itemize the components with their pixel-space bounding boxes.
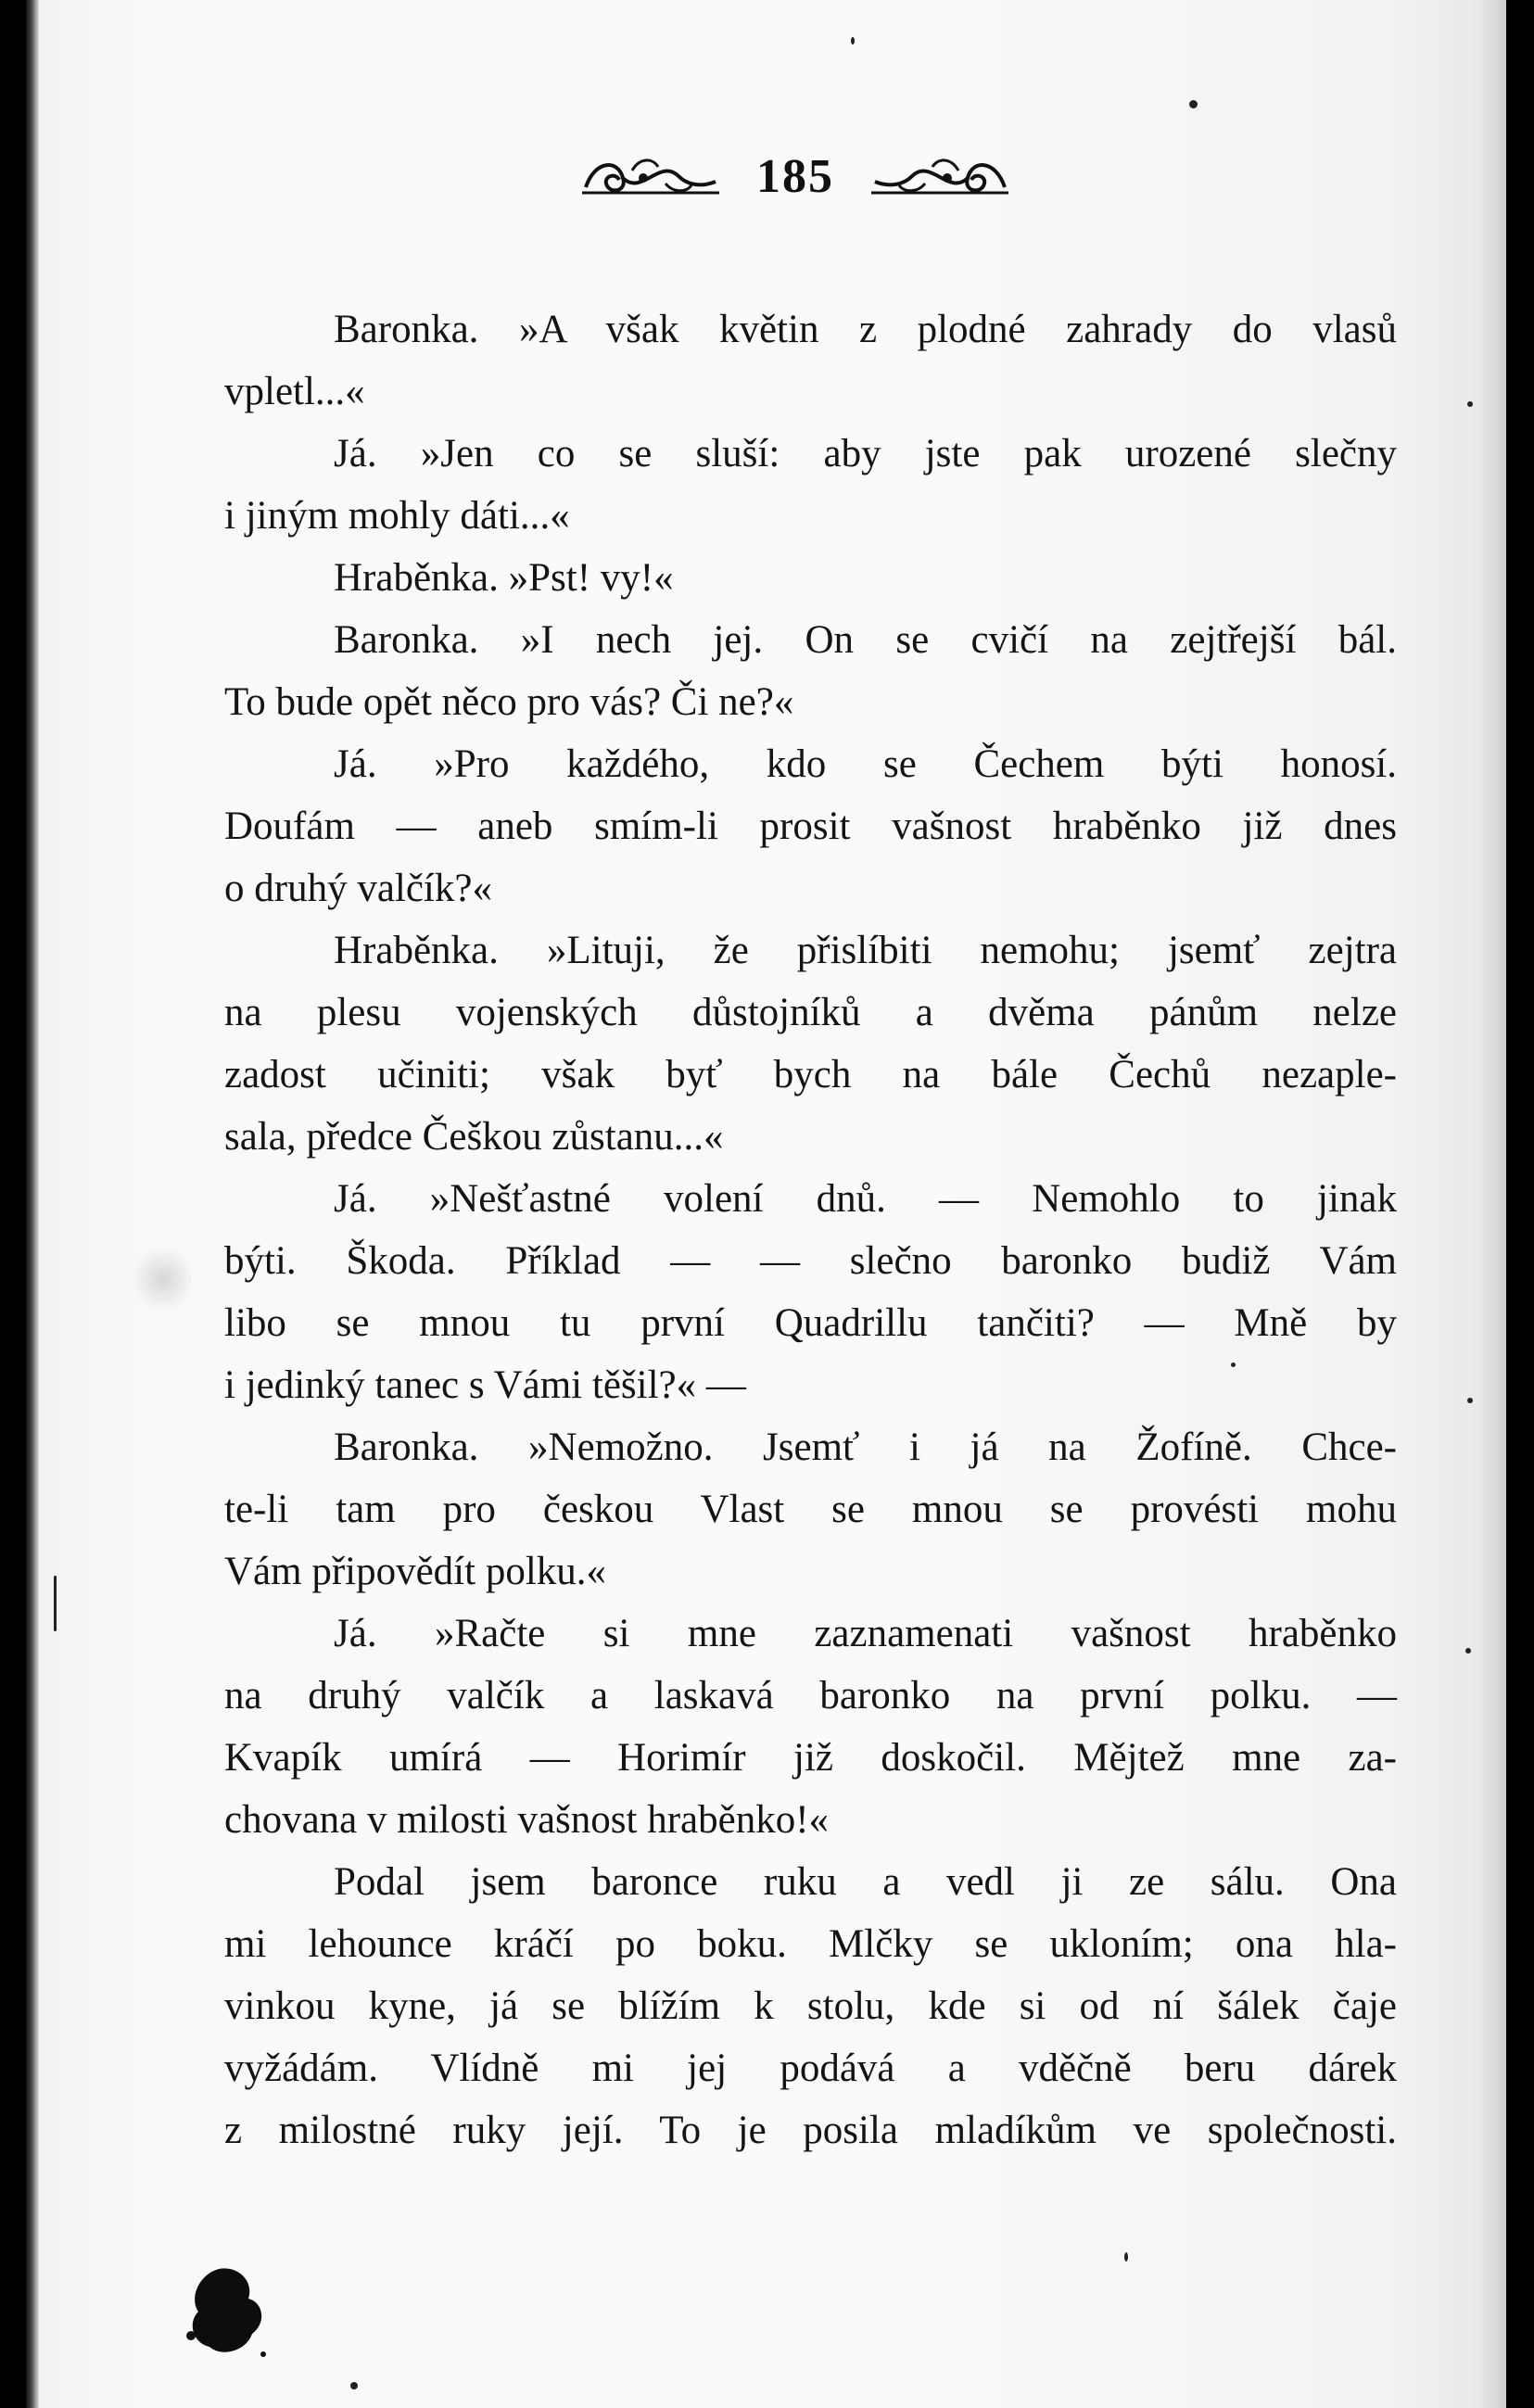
text-line: Hraběnka. »Pst! vy!« — [334, 556, 674, 600]
paper-speck — [350, 2382, 358, 2389]
paper-speck — [1231, 1362, 1236, 1367]
paper-speck — [1189, 100, 1198, 108]
text-line: libo se mnou tu první Quadrillu tančiti? — Mně by — [224, 1301, 1397, 1345]
text-line: Baronka. »I nech jej. On se cvičí na zejtřejší bál. — [334, 618, 1397, 662]
text-line: Doufám — aneb smím-li prosit vašnost hraběnko již dnes — [224, 805, 1397, 848]
text-line: chovana v milosti vašnost hraběnko!« — [224, 1798, 830, 1842]
text-line: mi lehounce kráčí po boku. Mlčky se ukloním; ona hla- — [224, 1922, 1397, 1966]
paper-speck — [1467, 401, 1473, 407]
text-line: vinkou kyne, já se blížím k stolu, kde si od ní šálek čaje — [224, 1984, 1397, 2028]
text-line: Hraběnka. »Lituji, že přislíbiti nemohu; jsemť zejtra — [334, 929, 1397, 972]
text-line: vpletl...« — [224, 370, 365, 413]
text-line: z milostné ruky její. To je posila mladíkům ve společnosti. — [224, 2109, 1397, 2152]
text-line: To bude opět něco pro vás? Či ne?« — [224, 680, 794, 724]
text-line: Já. »Jen co se sluší: aby jste pak urozené slečny — [334, 432, 1397, 475]
text-line: sala, předce Češkou zůstanu...« — [224, 1115, 724, 1159]
floral-ornament-icon — [866, 150, 1014, 202]
body-text — [224, 298, 1397, 2161]
text-line: Já. »Nešťastné volení dnů. — Nemohlo to jinak — [334, 1177, 1397, 1221]
text-line: i jedinký tanec s Vámi těšil?« — — [224, 1363, 746, 1407]
paper-speck — [54, 1576, 57, 1631]
paper-speck — [1467, 1398, 1473, 1403]
text-line: Vám připovědít polku.« — [224, 1550, 607, 1593]
text-line: i jiným mohly dáti...« — [224, 494, 570, 538]
paper-speck — [1124, 2252, 1128, 2262]
page-edge — [1478, 0, 1506, 2408]
text-line: Kvapík umírá — Horimír již doskočil. Mějtež mne za- — [224, 1736, 1397, 1780]
text-line: býti. Škoda. Příklad — — slečno baronko budiž Vám — [224, 1239, 1397, 1283]
text-line: Já. »Račte si mne zaznamenati vašnost hraběnko — [334, 1612, 1397, 1655]
page-number: 185 — [756, 149, 834, 203]
text-line: Podal jsem baronce ruku a vedl ji ze sálu. Ona — [334, 1860, 1397, 1904]
text-line: na plesu vojenských důstojníků a dvěma pánům nelze — [224, 991, 1397, 1034]
ink-blot — [182, 2262, 274, 2364]
text-line: te-li tam pro českou Vlast se mnou se provésti mohu — [224, 1488, 1397, 1531]
paper-speck — [1465, 1648, 1471, 1654]
paper-speck — [851, 37, 855, 44]
text-line: Baronka. »A však květin z plodné zahrady do vlasů — [334, 308, 1397, 351]
text-line: Baronka. »Nemožno. Jsemť i já na Žofíně. Chce- — [334, 1426, 1397, 1469]
page-gutter-shadow — [26, 0, 39, 2408]
floral-ornament-icon — [577, 150, 725, 202]
text-line: na druhý valčík a laskavá baronko na první polku. — — [224, 1674, 1397, 1717]
page-header — [554, 139, 1036, 213]
text-line: o druhý valčík?« — [224, 867, 492, 910]
text-line: Já. »Pro každého, kdo se Čechem býti honosí. — [334, 742, 1397, 786]
text-line: vyžádám. Vlídně mi jej podává a vděčně beru dárek — [224, 2047, 1397, 2090]
paper-stain — [135, 1242, 191, 1316]
book-page — [26, 0, 1506, 2408]
text-line: zadost učiniti; však byť bych na bále Čechů nezaple- — [224, 1053, 1397, 1096]
